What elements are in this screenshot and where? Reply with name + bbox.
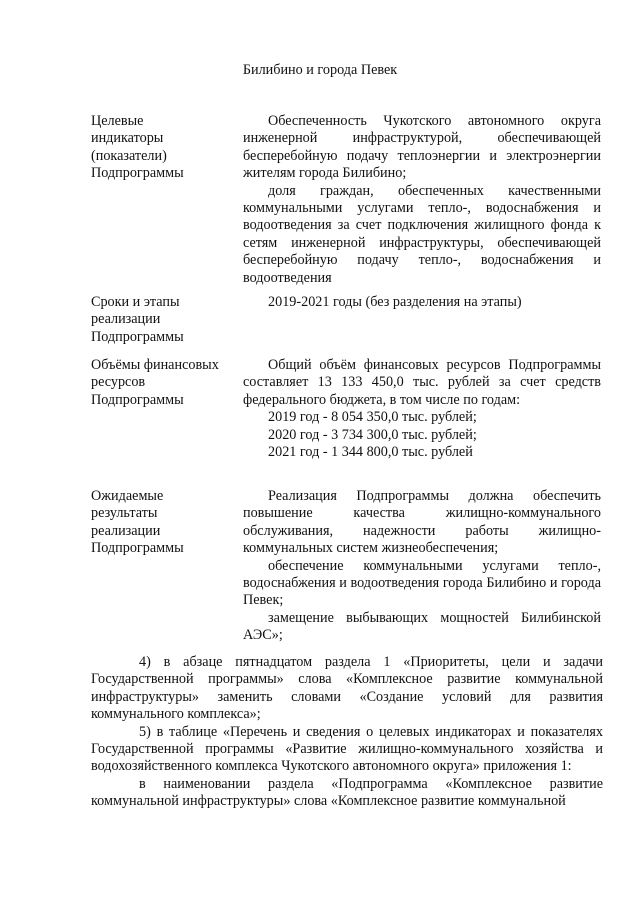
row-label: [91, 488, 236, 558]
amendment-paragraph: в наименовании раздела «Подпрограмма «Комплексное развитие коммунальной инфраструктуры» слова «Комплексное развитие коммунальной: [91, 775, 603, 810]
label-line: Подпрограммы: [91, 391, 184, 408]
content-paragraph: Реализация Подпрограммы должна обеспечить повышение качества жилищно-коммунального обслуживания, надежности работы жилищно-коммунальных систем жизнеобеспечения;: [243, 488, 601, 557]
row-label: [91, 357, 236, 409]
content-paragraph: замещение выбывающих мощностей Билибинской АЭС»;: [243, 609, 601, 644]
label-line: реализации: [91, 522, 161, 539]
label-line: индикаторы: [91, 130, 164, 147]
amendment-paragraph: 5) в таблице «Перечень и сведения о целевых индикаторах и показателях Государственной программы «Развитие жилищно-коммунального хозяйства и водохозяйственного комплекса Чукотского автономного округа» приложения 1:: [91, 723, 603, 775]
label-line: Целевые: [91, 113, 144, 129]
year-amount: 2019 год - 8 054 350,0 тыс. рублей;: [268, 409, 477, 426]
content-paragraph: Обеспеченность Чукотского автономного округа инженерной инфраструктурой, обеспечивающей бесперебойную подачу теплоэнергии и электроэнергии жителям города Билибино;: [243, 113, 601, 182]
content-paragraph: обеспечение коммунальными услугами тепло-, водоснабжения и водоотведения города Билибино и города Певек;: [243, 557, 601, 609]
row-content: [243, 357, 601, 461]
page-header: Билибино и города Певек: [242, 62, 398, 78]
row-label: [91, 294, 236, 346]
amendment-paragraph: 4) в абзаце пятнадцатом раздела 1 «Приоритеты, цели и задачи Государственной программы» слова «Комплексное развитие коммунальной инфраструктуры» заменить словами «Создание условий для развития коммунального комплекса»;: [91, 654, 603, 723]
row-content: [243, 113, 601, 287]
content-paragraph: доля граждан, обеспеченных качественными коммунальными услугами тепло-, водоснабжения и водоотведения за счет подключения жилищного фонда к сетям инженерной инфраструктуры, обеспечивающей бесперебойную подачу тепло-, водоснабжения и водоотведения: [243, 182, 601, 286]
label-line: реализации: [91, 311, 161, 328]
label-line: Объёмы финансовых: [91, 357, 219, 373]
label-line: Сроки и этапы: [91, 294, 180, 310]
year-amount: 2021 год - 1 344 800,0 тыс. рублей: [268, 444, 473, 461]
label-line: ресурсов: [91, 374, 146, 391]
row-content: [243, 294, 601, 311]
label-line: Подпрограммы: [91, 540, 184, 557]
label-line: (показатели): [91, 147, 167, 164]
amendment-text: [91, 654, 603, 811]
label-line: результаты: [91, 505, 158, 522]
row-label: [91, 113, 236, 183]
label-line: Подпрограммы: [91, 165, 184, 182]
label-line: Подпрограммы: [91, 328, 184, 345]
label-line: Ожидаемые: [91, 488, 164, 504]
content-paragraph: 2019-2021 годы (без разделения на этапы): [268, 294, 522, 310]
year-amount: 2020 год - 3 734 300,0 тыс. рублей;: [268, 426, 477, 443]
row-content: [243, 488, 601, 645]
content-paragraph: Общий объём финансовых ресурсов Подпрограммы составляет 13 133 450,0 тыс. рублей за счет средств федерального бюджета, в том числе по годам:: [243, 357, 601, 408]
